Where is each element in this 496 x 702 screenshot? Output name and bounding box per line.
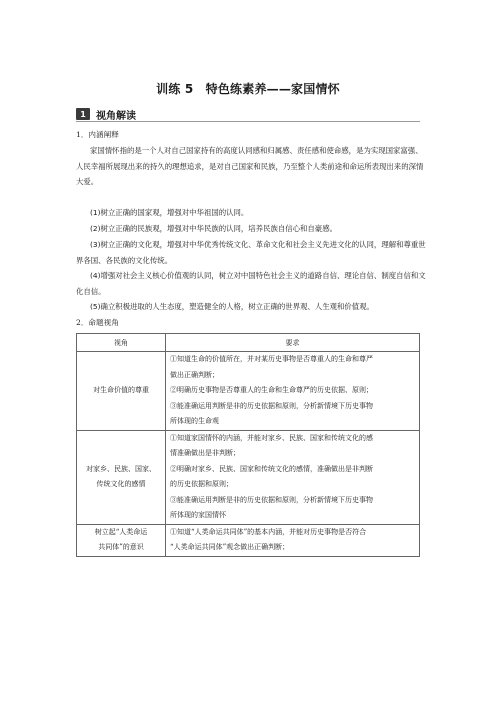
table-header-row [77,334,420,352]
part1-heading: 1．内涵阐释 [76,130,119,139]
req-line: ②明确对家乡、民族、国家和传统文化的感情，准确做出是非判断 [170,464,373,473]
page-title: 训练 5 特色练素养——家国情怀 [156,82,340,96]
req-line: ①知道生命的价值所在，并对某历史事物是否尊重人的生命和尊严 [170,355,373,363]
table-row [77,430,420,524]
req-line: ③能准确运用判断是非的历史依据和原则，分析新情境下历史事物 [170,495,373,504]
table-header-req: 要求 [166,334,420,352]
req-line: ②明确历史事物是否尊重人的生命和生命尊严的历史依据、原则； [170,386,373,394]
req-line: 所体现的生命观 [170,417,219,425]
table-row [77,524,420,556]
table-header-view: 视角 [77,334,166,352]
req-line: ①知道“人类命运共同体”的基本内涵，并能对历史事物是否符合 [170,527,367,536]
view-line: 共同体”的意识 [98,543,144,551]
view-line: 对家乡、民族、国家、 [86,464,156,473]
req-line: ①知道家国情怀的内涵，并能对家乡、民族、国家和传统文化的感 [170,433,373,442]
req-line: “人类命运共同体”观念做出正确判断； [170,543,290,551]
req-line: 做出正确判断； [170,370,219,379]
part1-item-5: (5)确立积极进取的人生态度，塑造健全的人格，树立正确的世界观、人生观和价值观。 [90,302,374,311]
table-cell-view [77,524,166,556]
table-cell-view [77,430,166,524]
part1-item-2: (2)树立正确的民族观，增强对中华民族的认同，培养民族自信心和自豪感。 [90,224,337,233]
part2-heading: 2．命题视角 [76,318,119,327]
part1-item-3: (3)树立正确的文化观，增强对中华优秀传统文化、革命文化和社会主义先进文化的认同，理解和尊重世界各国、各民族的文化传统。 [76,240,426,265]
req-line: 所体现的家国情怀 [170,511,226,519]
table-row [77,352,420,431]
section-divider [76,121,420,122]
table-cell-view [77,352,166,431]
section-title: 视角解读 [96,110,136,122]
req-line: 的历史依据和原则； [170,480,233,488]
req-line: ③能准确运用判断是非的历史依据和原则，分析新情境下历史事物 [170,401,373,410]
view-line: 传统文化的感情 [96,480,146,488]
section-number-icon: 1 [76,108,90,120]
requirements-table [76,333,420,557]
view-line: 对生命价值的尊重 [93,386,149,394]
req-line: 情准确做出是非判断； [170,449,240,457]
table-cell-req [166,524,420,556]
part1-intro: 家国情怀指的是一个人对自己国家持有的高度认同感和归属感、责任感和使命感，是为实现国家富强、人民幸福所展现出来的持久的理想追求，是对自己国家和民族，乃至整个人类前途和命运所表现出来的深情大爱。 [76,146,424,186]
table-cell-req [166,430,420,524]
view-line: 树立起“人类命运 [94,527,148,536]
table-cell-req [166,352,420,431]
section-header [76,107,136,121]
part1-item-4: (4)增强对社会主义核心价值观的认同，树立对中国特色社会主义的道路自信、理论自信、制度自信和文化自信。 [76,271,426,296]
part1-item-1: (1)树立正确的国家观，增强对中华祖国的认同。 [90,208,249,217]
